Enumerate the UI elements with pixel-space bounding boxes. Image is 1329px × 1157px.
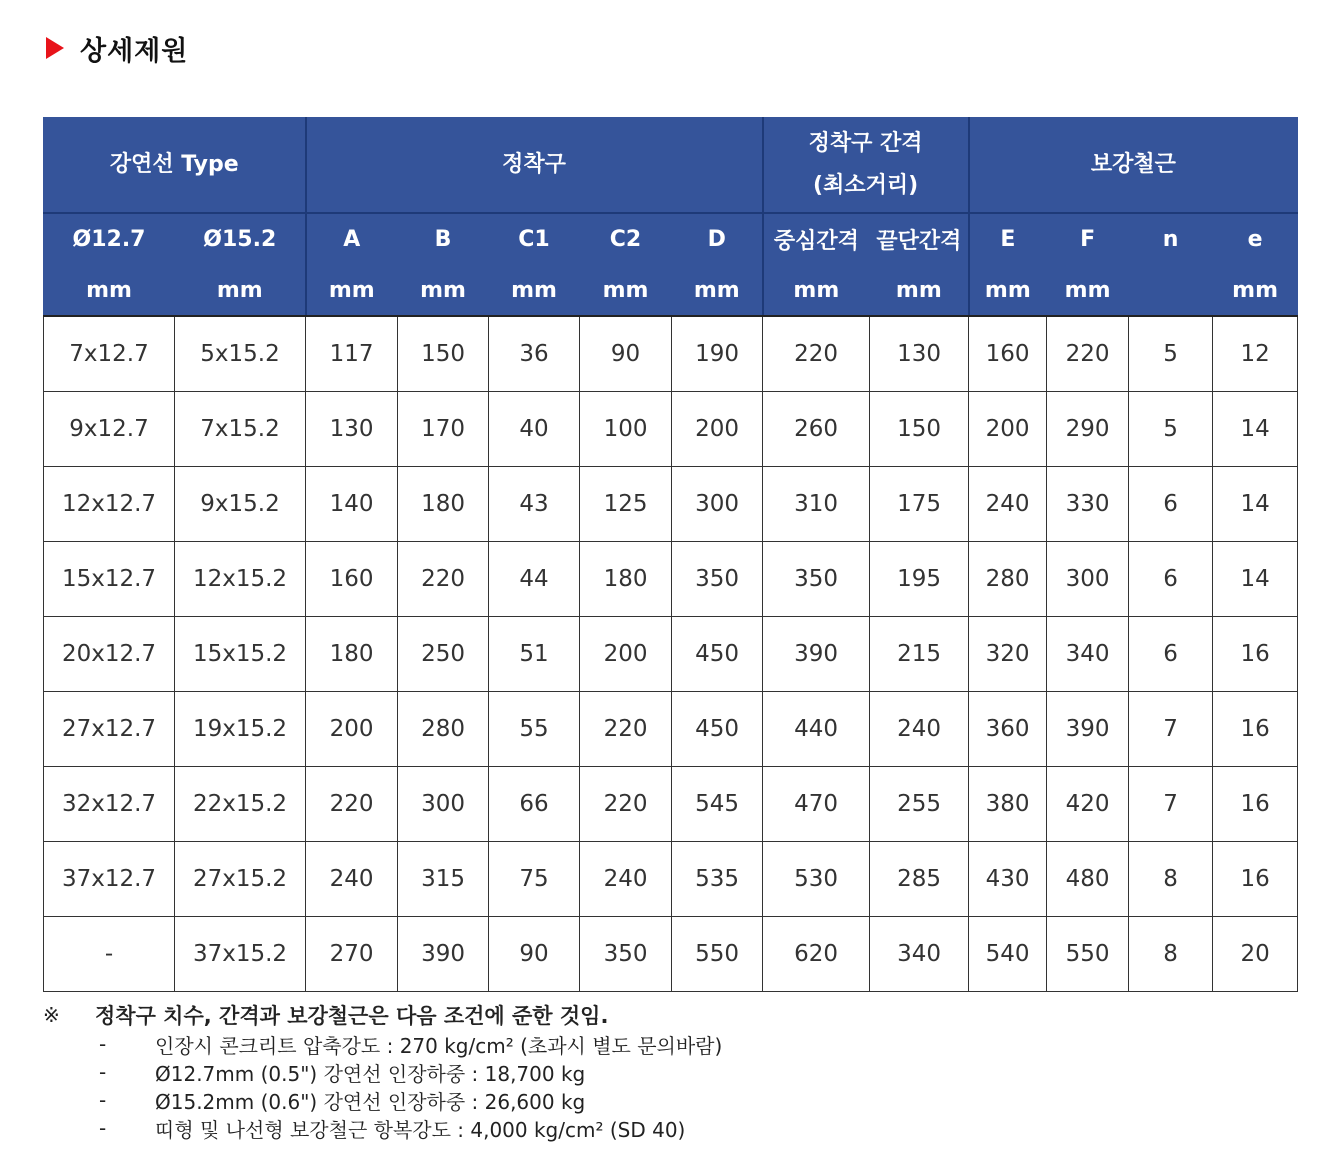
table-cell: 440: [763, 692, 870, 767]
unit-header: mm: [580, 265, 672, 317]
table-cell: 8: [1129, 917, 1213, 992]
table-cell: 150: [398, 316, 489, 392]
note-text: Ø15.2mm (0.6") 강연선 인장하중 : 26,600 kg: [155, 1089, 586, 1114]
table-cell: 44: [489, 542, 580, 617]
table-cell: 550: [1047, 917, 1129, 992]
table-cell: 290: [1047, 392, 1129, 467]
column-header: C1: [489, 213, 580, 265]
table-cell: 9x15.2: [175, 467, 306, 542]
table-cell: 390: [763, 617, 870, 692]
table-cell: 420: [1047, 767, 1129, 842]
note-text: 띠형 및 나선형 보강철근 항복강도 : 4,000 kg/cm² (SD 40): [155, 1117, 686, 1142]
table-cell: 300: [672, 467, 763, 542]
column-header: A: [306, 213, 398, 265]
table-cell: 220: [580, 767, 672, 842]
unit-header: mm: [1047, 265, 1129, 317]
column-header-row: [44, 213, 1298, 265]
table-cell: 12: [1213, 316, 1298, 392]
table-cell: 16: [1213, 617, 1298, 692]
table-cell: 15x15.2: [175, 617, 306, 692]
table-cell: 27x12.7: [44, 692, 175, 767]
table-cell: 7x15.2: [175, 392, 306, 467]
table-cell: 5x15.2: [175, 316, 306, 392]
table-cell: 220: [398, 542, 489, 617]
section-title-row: [46, 28, 188, 68]
table-cell: 170: [398, 392, 489, 467]
table-cell: 215: [870, 617, 969, 692]
table-cell: 43: [489, 467, 580, 542]
note-dash: -: [99, 1116, 107, 1140]
table-cell: 255: [870, 767, 969, 842]
table-cell: 75: [489, 842, 580, 917]
table-row: [44, 842, 1298, 917]
table-cell: 16: [1213, 767, 1298, 842]
table-cell: 535: [672, 842, 763, 917]
table-cell: 100: [580, 392, 672, 467]
note-dash: -: [99, 1060, 107, 1084]
table-cell: 7x12.7: [44, 316, 175, 392]
table-cell: 14: [1213, 542, 1298, 617]
table-cell: 37x15.2: [175, 917, 306, 992]
column-header: E: [969, 213, 1047, 265]
table-cell: 350: [763, 542, 870, 617]
table-cell: 350: [580, 917, 672, 992]
table-cell: 36: [489, 316, 580, 392]
table-cell: 470: [763, 767, 870, 842]
table-cell: 380: [969, 767, 1047, 842]
table-cell: 51: [489, 617, 580, 692]
table-cell: 260: [763, 392, 870, 467]
table-cell: 20x12.7: [44, 617, 175, 692]
table-row: [44, 917, 1298, 992]
table-cell: 200: [672, 392, 763, 467]
unit-header: mm: [489, 265, 580, 317]
table-cell: 550: [672, 917, 763, 992]
unit-header: mm: [870, 265, 969, 317]
note-heading-text: 정착구 치수, 간격과 보강철근은 다음 조건에 준한 것임.: [95, 1004, 609, 1028]
table-cell: 330: [1047, 467, 1129, 542]
group-header-strand-type: 강연선 Type: [44, 118, 306, 214]
table-cell: 390: [398, 917, 489, 992]
table-cell: 27x15.2: [175, 842, 306, 917]
unit-header: mm: [672, 265, 763, 317]
group-header-reinforcement: 보강철근: [969, 118, 1298, 214]
unit-header: mm: [1213, 265, 1298, 317]
unit-header: mm: [969, 265, 1047, 317]
table-cell: 160: [969, 316, 1047, 392]
note-heading: [43, 1000, 1297, 1030]
unit-header: mm: [398, 265, 489, 317]
table-cell: 545: [672, 767, 763, 842]
table-cell: 19x15.2: [175, 692, 306, 767]
table-cell: 240: [969, 467, 1047, 542]
table-cell: 125: [580, 467, 672, 542]
table-cell: 180: [398, 467, 489, 542]
table-cell: 66: [489, 767, 580, 842]
table-cell: 200: [580, 617, 672, 692]
spec-table: [43, 117, 1298, 992]
table-cell: 220: [306, 767, 398, 842]
note-dash: -: [99, 1088, 107, 1112]
table-cell: 340: [870, 917, 969, 992]
table-row: [44, 617, 1298, 692]
note-item: [43, 1114, 1297, 1142]
table-cell: 90: [489, 917, 580, 992]
table-cell: 340: [1047, 617, 1129, 692]
table-cell: 32x12.7: [44, 767, 175, 842]
table-row: [44, 467, 1298, 542]
table-cell: 6: [1129, 542, 1213, 617]
table-cell: 450: [672, 692, 763, 767]
table-cell: 320: [969, 617, 1047, 692]
group-header-anchorage: 정착구: [306, 118, 763, 214]
table-cell: 9x12.7: [44, 392, 175, 467]
table-cell: 220: [763, 316, 870, 392]
unit-header-row: [44, 265, 1298, 317]
column-header: F: [1047, 213, 1129, 265]
table-row: [44, 692, 1298, 767]
column-header: Ø15.2: [175, 213, 306, 265]
table-cell: 390: [1047, 692, 1129, 767]
table-cell: 280: [398, 692, 489, 767]
table-cell: 16: [1213, 842, 1298, 917]
note-text: Ø12.7mm (0.5") 강연선 인장하중 : 18,700 kg: [155, 1061, 586, 1086]
table-cell: 16: [1213, 692, 1298, 767]
notes: [43, 1000, 1297, 1142]
group-header-spacing-line2: (최소거리): [813, 173, 919, 198]
table-row: [44, 542, 1298, 617]
table-cell: 270: [306, 917, 398, 992]
table-cell: 360: [969, 692, 1047, 767]
table-cell: 450: [672, 617, 763, 692]
table-row: [44, 392, 1298, 467]
table-cell: 175: [870, 467, 969, 542]
table-cell: 240: [870, 692, 969, 767]
table-cell: 300: [398, 767, 489, 842]
table-cell: 200: [306, 692, 398, 767]
table-cell: 140: [306, 467, 398, 542]
table-cell: 250: [398, 617, 489, 692]
table-cell: 200: [969, 392, 1047, 467]
table-cell: 6: [1129, 617, 1213, 692]
column-header: Ø12.7: [44, 213, 175, 265]
table-cell: 540: [969, 917, 1047, 992]
column-header: B: [398, 213, 489, 265]
table-cell: 12x12.7: [44, 467, 175, 542]
table-cell: 40: [489, 392, 580, 467]
table-cell: 5: [1129, 316, 1213, 392]
note-dash: -: [99, 1032, 107, 1056]
table-row: [44, 767, 1298, 842]
table-cell: 12x15.2: [175, 542, 306, 617]
spec-table-body: [44, 316, 1298, 992]
table-cell: 22x15.2: [175, 767, 306, 842]
reference-mark: ※: [43, 1003, 60, 1027]
table-cell: 350: [672, 542, 763, 617]
table-cell: 180: [306, 617, 398, 692]
table-cell: 117: [306, 316, 398, 392]
column-header: 중심간격: [763, 213, 870, 265]
column-header: n: [1129, 213, 1213, 265]
table-cell: 14: [1213, 467, 1298, 542]
table-cell: 5: [1129, 392, 1213, 467]
table-cell: 530: [763, 842, 870, 917]
section-title: 상세제원: [80, 35, 189, 67]
table-cell: 6: [1129, 467, 1213, 542]
column-header: 끝단간격: [870, 213, 969, 265]
table-cell: 160: [306, 542, 398, 617]
table-cell: 315: [398, 842, 489, 917]
unit-header: mm: [306, 265, 398, 317]
table-cell: 15x12.7: [44, 542, 175, 617]
table-cell: 220: [1047, 316, 1129, 392]
note-item: [43, 1086, 1297, 1114]
table-cell: 285: [870, 842, 969, 917]
note-text: 인장시 콘크리트 압축강도 : 270 kg/cm² (초과시 별도 문의바람): [155, 1033, 723, 1058]
table-cell: 430: [969, 842, 1047, 917]
unit-header: mm: [763, 265, 870, 317]
table-cell: 90: [580, 316, 672, 392]
unit-header: mm: [44, 265, 175, 317]
unit-header: [1129, 265, 1213, 317]
unit-header: mm: [175, 265, 306, 317]
table-cell: -: [44, 917, 175, 992]
table-cell: 20: [1213, 917, 1298, 992]
table-cell: 7: [1129, 692, 1213, 767]
table-cell: 195: [870, 542, 969, 617]
table-cell: 180: [580, 542, 672, 617]
group-header-anchorage-spacing: [763, 118, 969, 214]
table-cell: 7: [1129, 767, 1213, 842]
column-header: D: [672, 213, 763, 265]
table-cell: 240: [580, 842, 672, 917]
group-header-spacing-line1: 정착구 간격: [808, 131, 923, 156]
note-item: [43, 1058, 1297, 1086]
table-cell: 240: [306, 842, 398, 917]
table-cell: 620: [763, 917, 870, 992]
table-cell: 190: [672, 316, 763, 392]
table-cell: 220: [580, 692, 672, 767]
table-cell: 130: [306, 392, 398, 467]
table-cell: 55: [489, 692, 580, 767]
table-cell: 14: [1213, 392, 1298, 467]
table-cell: 37x12.7: [44, 842, 175, 917]
note-item: [43, 1030, 1297, 1058]
table-cell: 310: [763, 467, 870, 542]
table-cell: 130: [870, 316, 969, 392]
table-row: [44, 316, 1298, 392]
table-cell: 8: [1129, 842, 1213, 917]
table-cell: 480: [1047, 842, 1129, 917]
triangle-bullet-icon: [46, 37, 64, 59]
column-header: e: [1213, 213, 1298, 265]
table-cell: 150: [870, 392, 969, 467]
table-cell: 280: [969, 542, 1047, 617]
column-header: C2: [580, 213, 672, 265]
table-cell: 300: [1047, 542, 1129, 617]
